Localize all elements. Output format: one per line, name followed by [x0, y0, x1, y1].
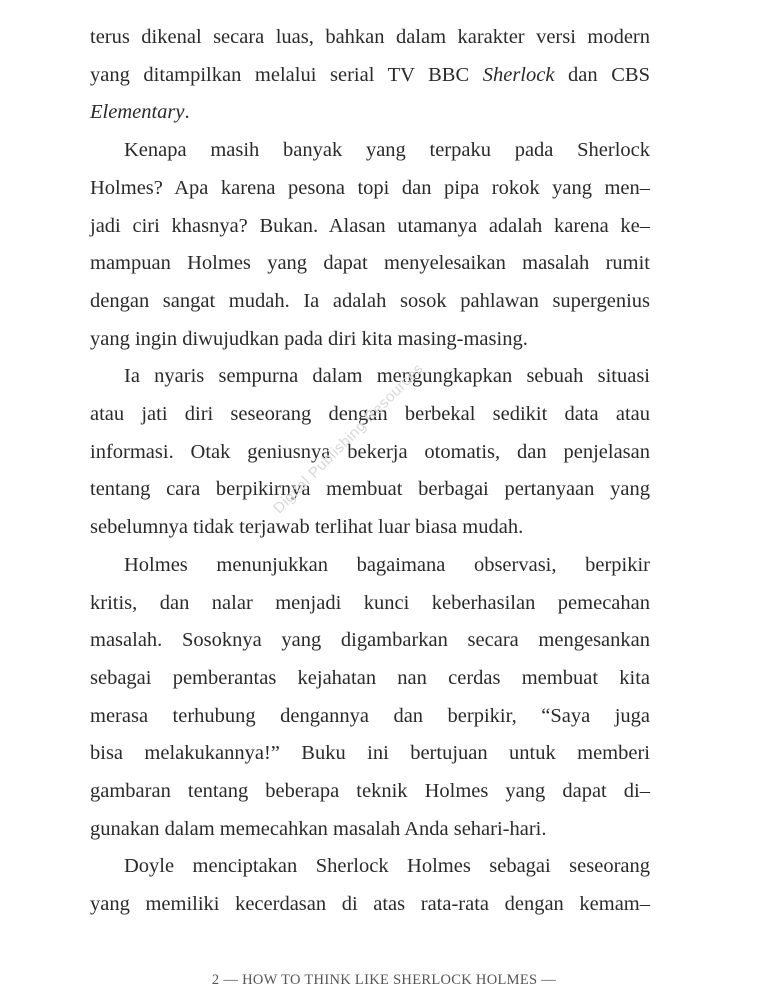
- text-line: sebelumnya tidak terjawab terlihat luar biasa mudah.: [90, 516, 524, 539]
- text-run: dan CBS: [554, 63, 650, 86]
- text-line: Holmes? Apa karena pesona topi dan pipa rokok yang men–: [90, 176, 650, 199]
- watermark: Digital Publishing Resources: [270, 360, 427, 518]
- text-line: yang ingin diwujudkan pada diri kita masing-masing.: [90, 327, 528, 350]
- text-line: mampuan Holmes yang dapat menyelesaikan masalah rumit: [90, 252, 650, 275]
- text-line: sebagai pemberantas kejahatan nan cerdas membuat kita: [90, 666, 650, 689]
- show-title-sherlock: Sherlock: [482, 63, 555, 86]
- text-line: Holmes menunjukkan bagaimana observasi, berpikir: [124, 553, 650, 576]
- text-line: bisa melakukannya!” Buku ini bertujuan untuk memberi: [90, 742, 650, 765]
- paragraph-5: [90, 848, 650, 923]
- text-line: gambaran tentang beberapa teknik Holmes yang dapat di–: [90, 780, 650, 803]
- text-line: terus dikenal secara luas, bahkan dalam karakter versi modern: [90, 26, 650, 48]
- text-line: [90, 57, 650, 95]
- text-line: informasi. Otak geniusnya bekerja otomatis, dan penjelasan: [90, 440, 650, 463]
- running-title: HOW TO THINK LIKE SHERLOCK HOLMES: [242, 972, 538, 988]
- text-line: masalah. Sosoknya yang digambarkan secara mengesankan: [90, 629, 650, 652]
- footer-separator: —: [223, 972, 239, 988]
- footer-trailing-dash: —: [541, 972, 557, 988]
- text-line: [90, 94, 650, 132]
- text-line: tentang cara berpikirnya membuat berbagai pertanyaan yang: [90, 478, 650, 501]
- text-line: jadi ciri khasnya? Bukan. Alasan utamanya adalah karena ke–: [90, 214, 650, 237]
- text-run: .: [184, 101, 190, 124]
- text-line: merasa terhubung dengannya dan berpikir, “Saya juga: [90, 704, 650, 727]
- text-line: gunakan dalam memecahkan masalah Anda sehari-hari.: [90, 817, 547, 840]
- text-line: dengan sangat mudah. Ia adalah sosok pahlawan supergenius: [90, 289, 650, 312]
- text-line: yang memiliki kecerdasan di atas rata-rata dengan kemam–: [90, 893, 650, 916]
- text-line: atau jati diri seseorang dengan berbekal sedikit data atau: [90, 403, 650, 426]
- text-line: Doyle menciptakan Sherlock Holmes sebagai seseorang: [124, 855, 650, 878]
- text-line: Kenapa masih banyak yang terpaku pada Sherlock: [124, 139, 650, 162]
- paragraph-4: [90, 547, 650, 849]
- paragraph-2: [90, 132, 650, 358]
- page-number: 2: [211, 972, 220, 988]
- show-title-elementary: Elementary: [90, 101, 185, 124]
- paragraph-3: [90, 358, 650, 547]
- running-footer: [0, 972, 768, 989]
- body-text: [90, 19, 650, 924]
- text-line: Ia nyaris sempurna dalam mengungkapkan sebuah situasi: [124, 365, 650, 388]
- text-line: kritis, dan nalar menjadi kunci keberhasilan pemecahan: [90, 591, 650, 614]
- paragraph-1: [90, 19, 650, 132]
- text-run: yang ditampilkan melalui serial TV BBC: [90, 63, 483, 86]
